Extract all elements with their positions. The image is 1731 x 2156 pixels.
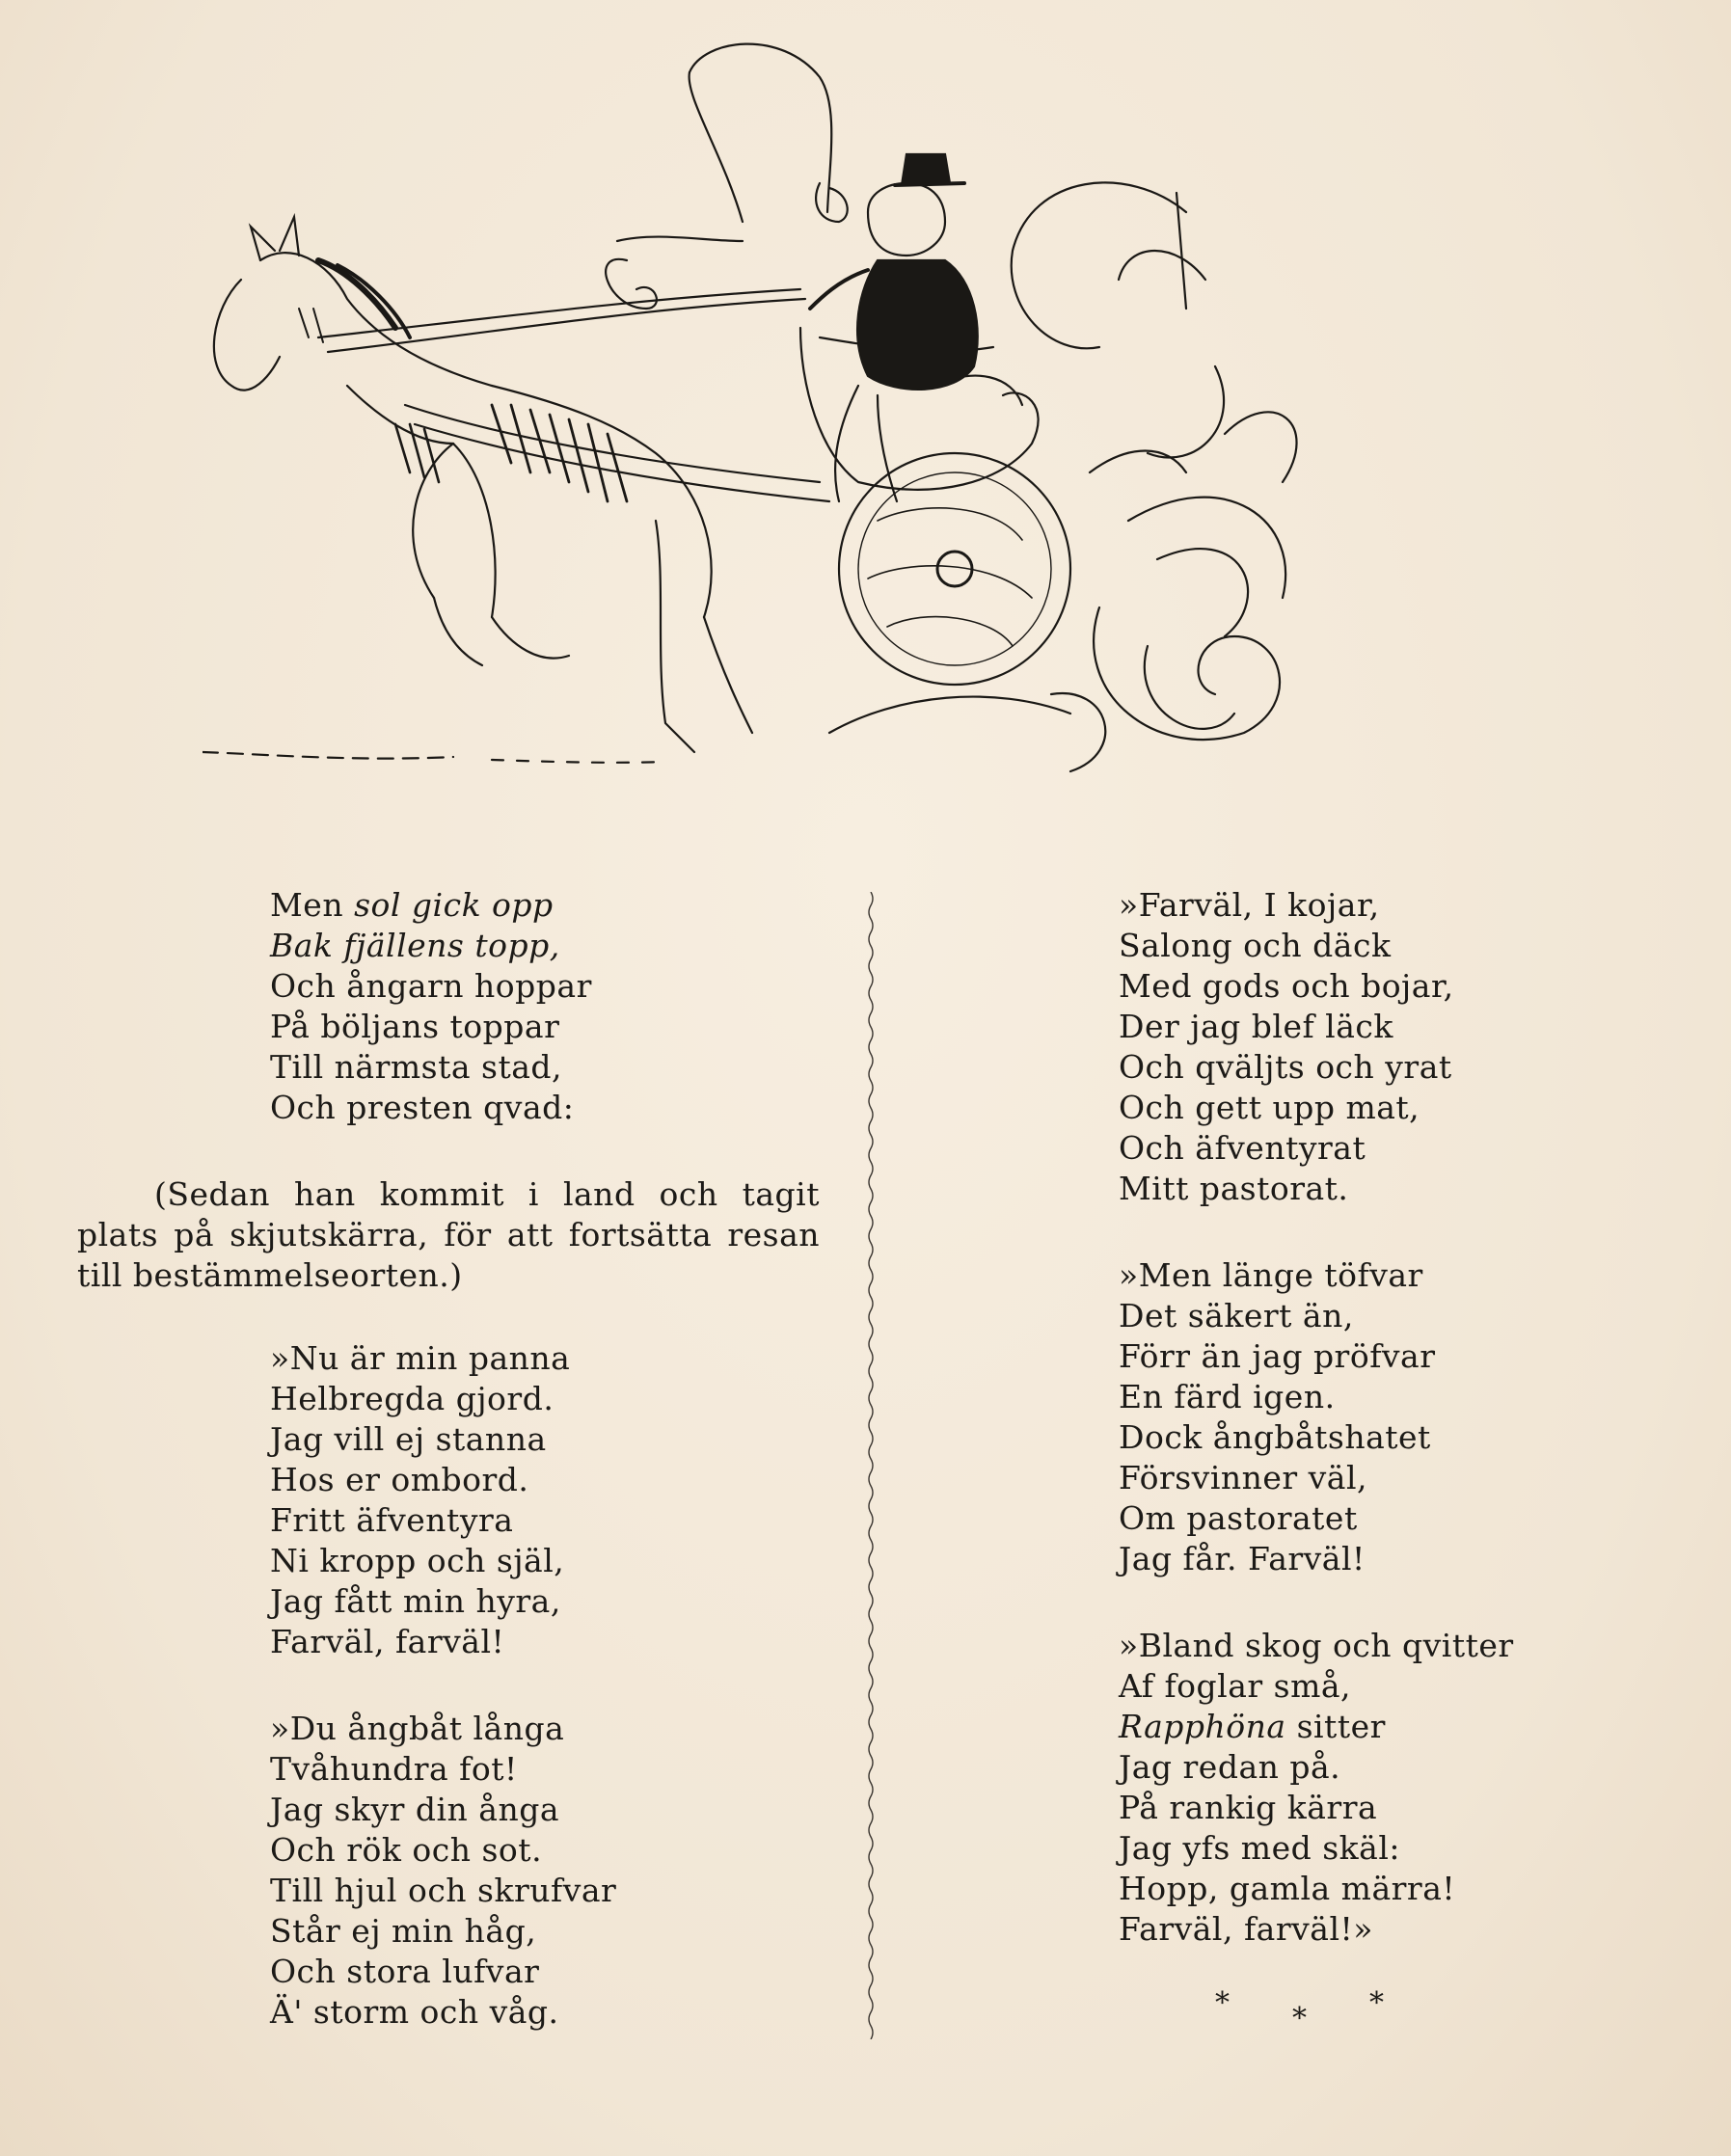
verse-line: Med gods och bojar, [1119, 967, 1454, 1005]
stanza-left-1 [77, 885, 829, 1128]
verse-line: Förr än jag pröfvar [1119, 1337, 1436, 1375]
verse-line: Dock ångbåtshatet [1119, 1418, 1431, 1456]
stanza-right-2 [1119, 1255, 1659, 1579]
verse-line: »Farväl, I kojar, [1119, 886, 1380, 924]
stanza-right-1 [1119, 885, 1659, 1209]
verse-line: Till hjul och skrufvar [270, 1872, 617, 1909]
verse-line: Men sol gick opp [270, 886, 554, 924]
verse-line: Jag fått min hyra, [270, 1582, 561, 1620]
verse-line: En färd igen. [1119, 1378, 1336, 1415]
verse-line: Och rök och sot. [270, 1831, 543, 1869]
prose-stage-direction: (Sedan han kommit i land och tagit plats på skjutskärra, för att fortsätta resan till bestämmelseorten.) [77, 1175, 820, 1294]
verse-line: Af foglar små, [1119, 1667, 1352, 1705]
verse-line: Ä' storm och våg. [270, 1993, 559, 2031]
verse-line: »Men länge töfvar [1119, 1256, 1423, 1294]
verse-line: Ni kropp och själ, [270, 1542, 565, 1579]
verse-line: Och gett upp mat, [1119, 1089, 1420, 1126]
verse-line: Försvinner väl, [1119, 1459, 1368, 1496]
verse-line: Salong och däck [1119, 927, 1392, 964]
verse-line: Jag skyr din ånga [270, 1791, 560, 1828]
verse-line: Jag får. Farväl! [1119, 1540, 1366, 1577]
verse-line: »Nu är min panna [270, 1339, 571, 1377]
asterisk: * [1369, 1986, 1384, 2020]
asterisk: * [1215, 1986, 1230, 2020]
verse-line: Der jag blef läck [1119, 1008, 1393, 1045]
verse-line: Rapphöna sitter [1119, 1708, 1386, 1745]
verse-line: Fritt äfventyra [270, 1501, 514, 1539]
right-column [1119, 885, 1659, 1996]
verse-line: Till närmsta stad, [270, 1048, 563, 1086]
verse-line: Tvåhundra fot! [270, 1750, 518, 1788]
verse-line: Jag redan på. [1119, 1748, 1341, 1786]
verse-line: Står ej min håg, [270, 1912, 537, 1950]
verse-line: Farväl, farväl! [270, 1623, 505, 1660]
verse-line: Hopp, gamla märra! [1119, 1870, 1456, 1907]
asterism [1196, 1986, 1408, 2044]
verse-line: Det säkert än, [1119, 1297, 1354, 1334]
verse-line: Och qväljts och yrat [1119, 1048, 1452, 1086]
verse-line: Om pastoratet [1119, 1499, 1358, 1537]
verse-line: På rankig kärra [1119, 1789, 1378, 1826]
stanza-left-2 [77, 1338, 829, 1662]
verse-line: Jag vill ej stanna [270, 1420, 547, 1458]
verse-line: Och ångarn hoppar [270, 967, 592, 1005]
asterisk: * [1292, 2002, 1307, 2035]
verse-line: På böljans toppar [270, 1008, 560, 1045]
verse-line: »Du ångbåt långa [270, 1710, 565, 1747]
verse-line: Helbregda gjord. [270, 1380, 554, 1417]
verse-line: Och presten qvad: [270, 1089, 575, 1126]
stanza-right-3 [1119, 1626, 1659, 1950]
horse-carriage-illustration [203, 19, 1553, 858]
stanza-left-3 [77, 1709, 829, 2033]
verse-line: Hos er ombord. [270, 1461, 529, 1498]
verse-line: Och stora lufvar [270, 1953, 540, 1990]
verse-line: Och äfventyrat [1119, 1129, 1366, 1167]
verse-line: Mitt pastorat. [1119, 1170, 1349, 1207]
verse-line: Farväl, farväl!» [1119, 1910, 1373, 1948]
verse-line: Jag yfs med skäl: [1119, 1829, 1401, 1867]
verse-line: »Bland skog och qvitter [1119, 1627, 1514, 1664]
left-column [77, 885, 829, 2079]
verse-line: Bak fjällens topp, [270, 927, 560, 964]
column-divider [865, 892, 877, 2039]
